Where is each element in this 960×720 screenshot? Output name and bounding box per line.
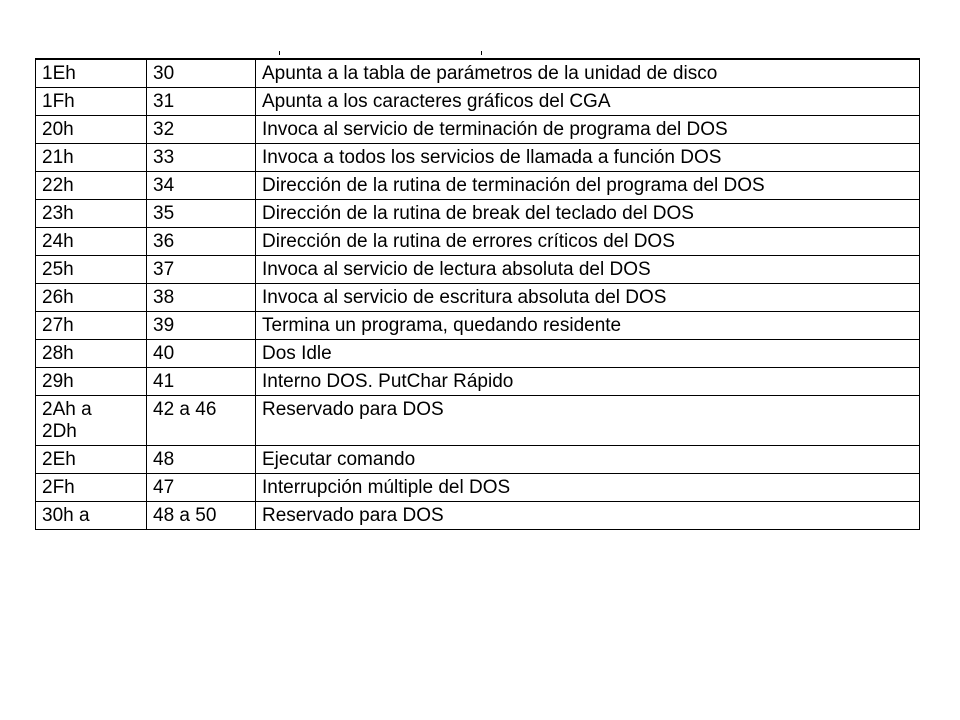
cell-hex-vector (36, 312, 147, 340)
cell-decimal-number (147, 502, 256, 530)
cell-hex-vector (36, 116, 147, 144)
interrupt-table-body (36, 59, 920, 530)
table-row (36, 396, 920, 446)
cell-hex-vector-line: 21h (42, 147, 74, 168)
cell-description (256, 59, 920, 88)
cell-decimal-number-line: 40 (153, 343, 175, 364)
cell-decimal-number-line: 47 (153, 477, 175, 498)
cell-description (256, 284, 920, 312)
cell-decimal-number (147, 284, 256, 312)
cell-decimal-number-line: 35 (153, 203, 175, 224)
cell-description (256, 446, 920, 474)
cell-decimal-number-line: 37 (153, 259, 175, 280)
table-row (36, 256, 920, 284)
cell-decimal-number-line: 33 (153, 147, 175, 168)
cell-description (256, 144, 920, 172)
cell-hex-vector (36, 172, 147, 200)
table-row (36, 474, 920, 502)
table-row (36, 172, 920, 200)
cell-hex-vector-line: 28h (42, 343, 74, 364)
cell-description (256, 312, 920, 340)
cell-description (256, 116, 920, 144)
table-row (36, 59, 920, 88)
cell-description-text: Dirección de la rutina de break del teclado del DOS (262, 203, 694, 224)
cell-description (256, 172, 920, 200)
cell-description (256, 88, 920, 116)
cell-decimal-number-line: 34 (153, 175, 175, 196)
cell-decimal-number-line: 31 (153, 91, 175, 112)
cell-decimal-number (147, 116, 256, 144)
cell-hex-vector-line: 24h (42, 231, 74, 252)
cell-decimal-number (147, 446, 256, 474)
table-row (36, 88, 920, 116)
cell-hex-vector (36, 144, 147, 172)
cell-description (256, 368, 920, 396)
cell-hex-vector (36, 256, 147, 284)
table-row (36, 200, 920, 228)
cell-hex-vector (36, 88, 147, 116)
cell-hex-vector (36, 474, 147, 502)
cell-description (256, 474, 920, 502)
table-row (36, 228, 920, 256)
interrupt-table-container (35, 58, 920, 530)
cell-hex-vector (36, 59, 147, 88)
cell-hex-vector (36, 368, 147, 396)
cell-hex-vector-line: 20h (42, 119, 74, 140)
cell-hex-vector (36, 502, 147, 530)
cell-decimal-number (147, 88, 256, 116)
table-top-marks (35, 51, 920, 57)
cell-description-text: Invoca al servicio de lectura absoluta del DOS (262, 259, 651, 280)
cell-decimal-number (147, 474, 256, 502)
table-row (36, 446, 920, 474)
cell-description-text: Ejecutar comando (262, 449, 416, 470)
cell-hex-vector-line: 2Eh (42, 449, 76, 470)
cell-description-text: Apunta a los caracteres gráficos del CGA (262, 91, 611, 112)
cell-description-text: Invoca a todos los servicios de llamada a función DOS (262, 147, 722, 168)
interrupt-table (35, 58, 920, 530)
table-row (36, 312, 920, 340)
cell-hex-vector-line: 30h a (42, 505, 90, 526)
cell-decimal-number (147, 172, 256, 200)
cell-decimal-number (147, 312, 256, 340)
cell-description (256, 256, 920, 284)
cell-decimal-number (147, 368, 256, 396)
cell-description-text: Interrupción múltiple del DOS (262, 477, 511, 498)
cell-description-text: Termina un programa, quedando residente (262, 315, 622, 336)
cell-hex-vector-line: 2Ah a (42, 399, 92, 420)
cell-decimal-number (147, 59, 256, 88)
cell-hex-vector-line: 29h (42, 371, 74, 392)
cell-hex-vector-line: 1Fh (42, 91, 75, 112)
cell-description-text: Interno DOS. PutChar Rápido (262, 371, 514, 392)
cell-decimal-number-line: 48 a 50 (153, 505, 217, 526)
cell-description-text: Reservado para DOS (262, 399, 444, 420)
cell-hex-vector-line: 2Dh (42, 421, 77, 442)
cell-hex-vector-line: 27h (42, 315, 74, 336)
cell-description-text: Dirección de la rutina de errores críticos del DOS (262, 231, 675, 252)
cell-decimal-number-line: 48 (153, 449, 175, 470)
cell-description-text: Dos Idle (262, 343, 332, 364)
cell-decimal-number (147, 396, 256, 446)
cell-decimal-number-line: 42 a 46 (153, 399, 217, 420)
cell-description (256, 502, 920, 530)
cell-decimal-number-line: 38 (153, 287, 175, 308)
table-row (36, 340, 920, 368)
top-tick-mark (279, 51, 280, 55)
cell-description (256, 200, 920, 228)
cell-description (256, 228, 920, 256)
cell-description-text: Invoca al servicio de escritura absoluta del DOS (262, 287, 667, 308)
table-row (36, 502, 920, 530)
cell-description (256, 340, 920, 368)
cell-decimal-number (147, 200, 256, 228)
cell-hex-vector (36, 284, 147, 312)
cell-decimal-number (147, 340, 256, 368)
cell-description-text: Dirección de la rutina de terminación del programa del DOS (262, 175, 765, 196)
cell-hex-vector (36, 340, 147, 368)
cell-decimal-number (147, 144, 256, 172)
cell-hex-vector-line: 1Eh (42, 63, 76, 84)
cell-decimal-number-line: 41 (153, 371, 175, 392)
cell-description-text: Invoca al servicio de terminación de programa del DOS (262, 119, 728, 140)
table-row (36, 144, 920, 172)
cell-hex-vector-line: 2Fh (42, 477, 75, 498)
cell-hex-vector-line: 25h (42, 259, 74, 280)
cell-decimal-number-line: 30 (153, 63, 175, 84)
cell-hex-vector (36, 396, 147, 446)
cell-decimal-number-line: 39 (153, 315, 175, 336)
top-tick-mark (481, 51, 482, 55)
cell-hex-vector-line: 22h (42, 175, 74, 196)
cell-hex-vector (36, 228, 147, 256)
table-row (36, 284, 920, 312)
cell-decimal-number-line: 36 (153, 231, 175, 252)
cell-description-text: Reservado para DOS (262, 505, 444, 526)
cell-hex-vector (36, 200, 147, 228)
cell-hex-vector-line: 23h (42, 203, 74, 224)
cell-hex-vector (36, 446, 147, 474)
table-row (36, 116, 920, 144)
cell-decimal-number (147, 256, 256, 284)
cell-description (256, 396, 920, 446)
cell-decimal-number (147, 228, 256, 256)
cell-decimal-number-line: 32 (153, 119, 175, 140)
cell-hex-vector-line: 26h (42, 287, 74, 308)
cell-description-text: Apunta a la tabla de parámetros de la unidad de disco (262, 63, 718, 84)
table-row (36, 368, 920, 396)
